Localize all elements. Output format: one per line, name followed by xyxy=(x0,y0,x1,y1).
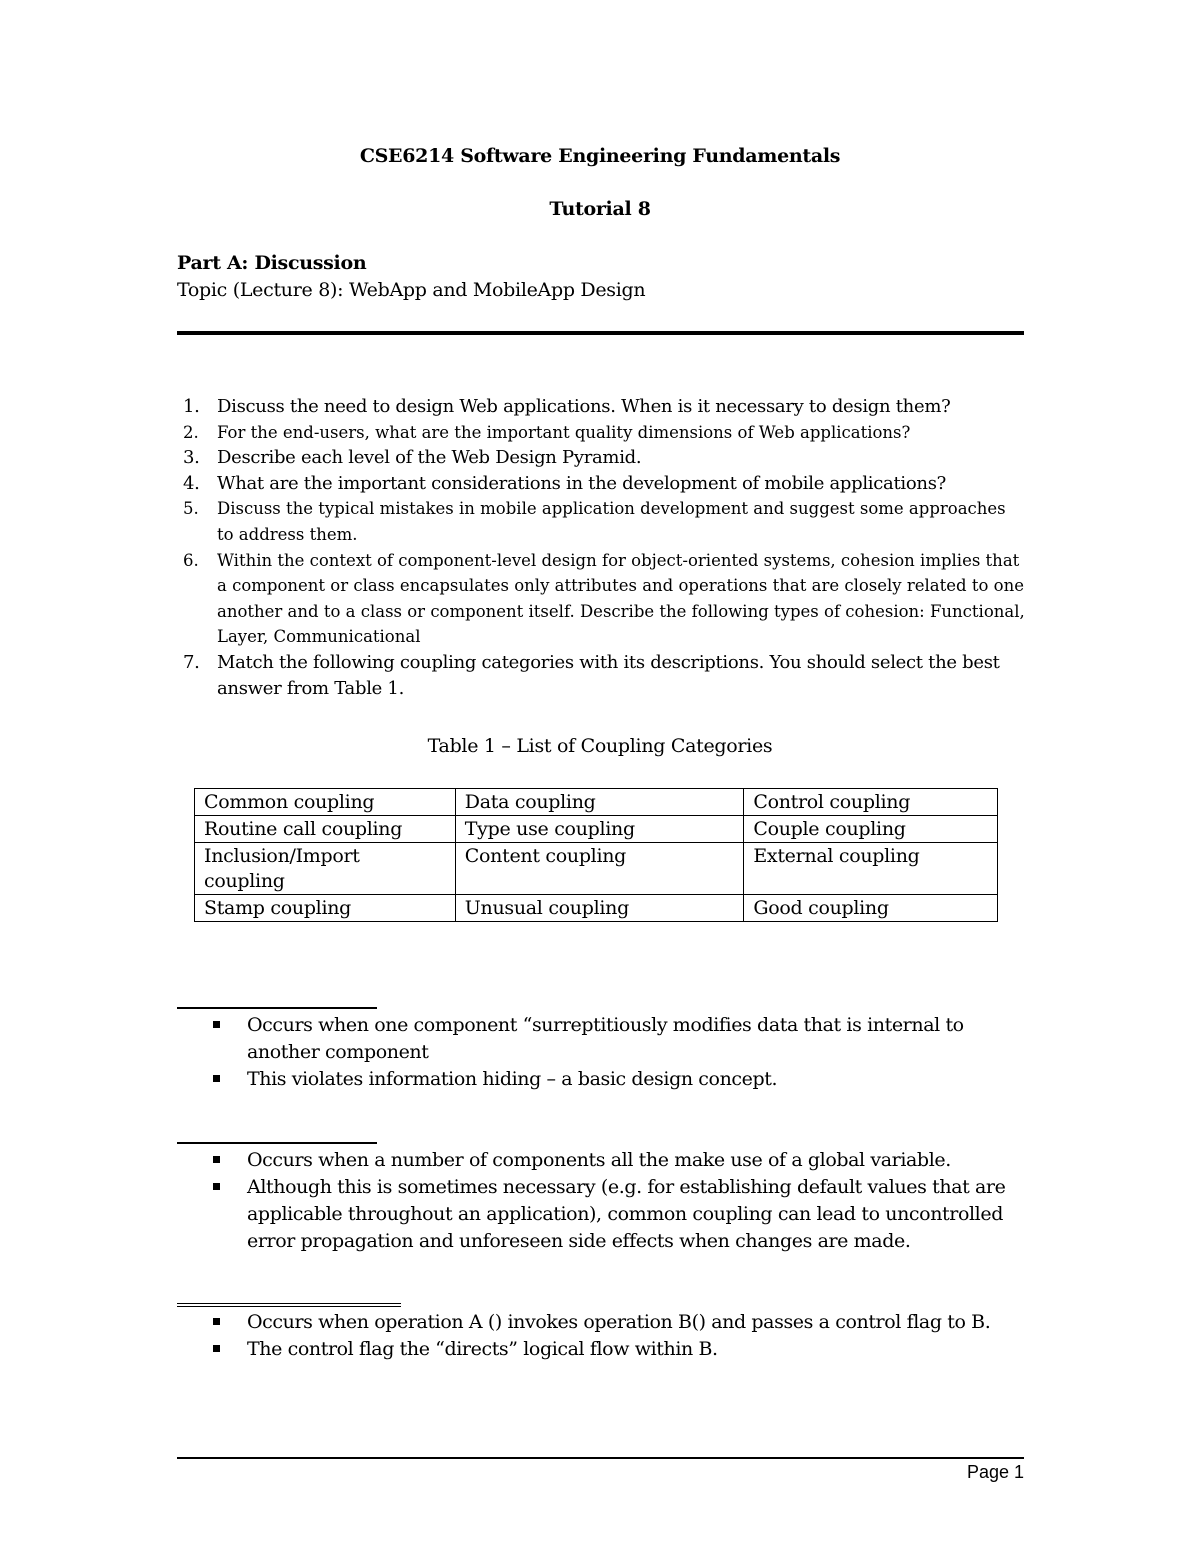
question-number: 2. xyxy=(183,422,199,442)
course-title: CSE6214 Software Engineering Fundamentals xyxy=(359,145,841,167)
bullet-item xyxy=(205,1174,1025,1255)
question-number: 6. xyxy=(183,550,199,570)
answer-blank-line xyxy=(177,1303,401,1307)
question-item xyxy=(177,445,1027,471)
question-item xyxy=(177,420,1027,446)
footer-divider xyxy=(177,1457,1024,1459)
question-text: Within the context of component-level design for object-oriented systems, cohesion implies that a component or class encapsulates only attributes and operations that are closely related to one another and to a class or component itself. Describe the following types of cohesion: Functional, Layer, Communicational xyxy=(217,550,1025,647)
bullet-item xyxy=(205,1309,1025,1336)
question-number: 4. xyxy=(183,472,200,494)
bullet-square-icon xyxy=(213,1345,220,1352)
table-cell: Control coupling xyxy=(744,789,998,816)
bullet-text: This violates information hiding – a basic design concept. xyxy=(247,1068,778,1090)
table-cell: External coupling xyxy=(744,843,998,895)
page-number: Page 1 xyxy=(966,1462,1024,1482)
section-divider xyxy=(177,331,1024,335)
bullet-square-icon xyxy=(213,1183,220,1190)
bullet-text: Occurs when operation A () invokes operation B() and passes a control flag to B. xyxy=(247,1311,991,1333)
bullet-item xyxy=(205,1066,1025,1093)
coupling-categories-table xyxy=(194,788,998,922)
table-cell: Good coupling xyxy=(744,895,998,922)
question-item xyxy=(177,496,1027,547)
table-cell: Data coupling xyxy=(455,789,744,816)
question-number: 7. xyxy=(183,651,200,673)
table-cell: Couple coupling xyxy=(744,816,998,843)
description-bullets xyxy=(205,1147,1025,1255)
bullet-item xyxy=(205,1147,1025,1174)
bullet-square-icon xyxy=(213,1318,220,1325)
bullet-square-icon xyxy=(213,1075,220,1082)
question-text: Describe each level of the Web Design Pyramid. xyxy=(217,447,642,469)
bullet-text: Occurs when one component “surreptitiously modifies data that is internal to another component xyxy=(247,1014,964,1063)
answer-blank-line xyxy=(177,1142,377,1144)
part-a-title: Part A: Discussion xyxy=(177,252,367,274)
table-cell: Content coupling xyxy=(455,843,744,895)
part-a-topic: Topic (Lecture 8): WebApp and MobileApp Design xyxy=(177,279,646,301)
table-cell: Routine call coupling xyxy=(195,816,456,843)
description-bullets xyxy=(205,1012,1025,1093)
description-bullets xyxy=(205,1309,1025,1363)
bullet-text: Although this is sometimes necessary (e.g. for establishing default values that are applicable throughout an application), common coupling can lead to uncontrolled error propagation and unforeseen side effects when changes are made. xyxy=(247,1176,1006,1252)
table-cell: Stamp coupling xyxy=(195,895,456,922)
table-cell: Unusual coupling xyxy=(455,895,744,922)
question-number: 1. xyxy=(183,396,200,417)
bullet-text: Occurs when a number of components all the make use of a global variable. xyxy=(247,1149,951,1171)
question-text: Match the following coupling categories with its descriptions. You should select the best answer from Table 1. xyxy=(217,651,1000,699)
question-item xyxy=(177,471,1027,497)
bullet-square-icon xyxy=(213,1021,220,1028)
question-text: Discuss the typical mistakes in mobile application development and suggest some approaches to address them. xyxy=(217,499,1006,544)
bullet-item xyxy=(205,1336,1025,1363)
question-item xyxy=(177,650,1027,701)
table-cell: Common coupling xyxy=(195,789,456,816)
table-caption: Table 1 – List of Coupling Categories xyxy=(427,735,773,757)
question-number: 3. xyxy=(183,447,200,469)
bullet-text: The control flag the “directs” logical flow within B. xyxy=(247,1338,718,1360)
table-row xyxy=(195,895,998,922)
question-text: Discuss the need to design Web applications. When is it necessary to design them? xyxy=(217,396,951,417)
answer-blank-line xyxy=(177,1007,377,1009)
table-row xyxy=(195,843,998,895)
bullet-item xyxy=(205,1012,1025,1066)
table-cell: Inclusion/Import coupling xyxy=(195,843,456,895)
question-text: For the end-users, what are the important quality dimensions of Web applications? xyxy=(217,422,911,442)
table-cell: Type use coupling xyxy=(455,816,744,843)
tutorial-title: Tutorial 8 xyxy=(549,198,651,220)
bullet-square-icon xyxy=(213,1156,220,1163)
question-number: 5. xyxy=(183,499,199,519)
question-text: What are the important considerations in the development of mobile applications? xyxy=(217,472,946,494)
table-row xyxy=(195,789,998,816)
question-list xyxy=(177,394,1027,701)
question-item xyxy=(177,394,1027,420)
question-item xyxy=(177,548,1027,650)
table-row xyxy=(195,816,998,843)
